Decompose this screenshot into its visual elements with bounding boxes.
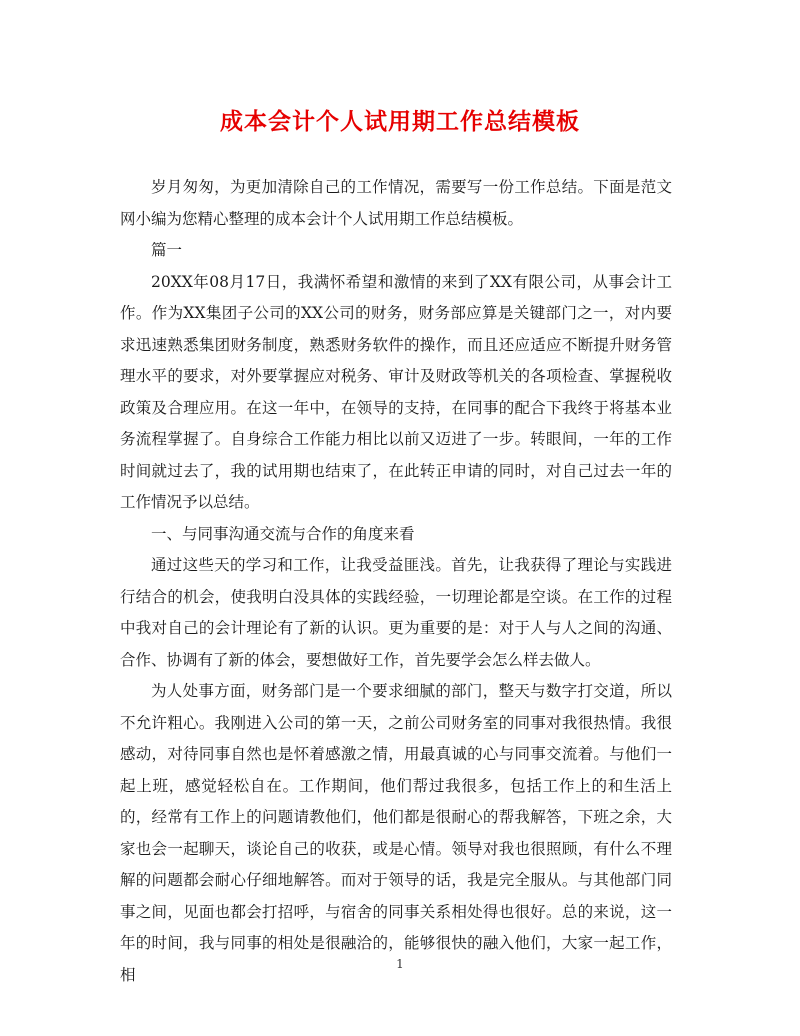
paragraph-heading-1: 一、与同事沟通交流与合作的角度来看 <box>151 524 415 543</box>
document-body <box>120 172 672 991</box>
paragraph-interpersonal: 为人处事方面，财务部门是一个要求细腻的部门，整天与数字打交道，所以不允许粗心。我刚进入公司的第一天，之前公司财务室的同事对我很热情。我很感动，对待同事自然也是怀着感激之情，用最真诚的心与同事交流着。与他们一起上班，感觉轻松自在。工作期间，他们帮过我很多，包括工作上的和生活上的，经常有工作上的问题请教他们，他们都是很耐心的帮我解答，下班之余，大家也会一起聊天，谈论自己的收获，或是心情。领导对我也很照顾，有什么不理解的问题都会耐心仔细地解答。而对于领导的话，我是完全服从。与其他部门同事之间，见面也都会打招呼，与宿舍的同事关系相处得也很好。总的来说，这一年的时间，我与同事的相处是很融洽的，能够很快的融入他们，大家一起工作，相 <box>120 682 672 984</box>
paragraph-section-label: 篇一 <box>151 241 183 259</box>
paragraph-intro: 岁月匆匆，为更加清除自己的工作情况，需要写一份工作总结。下面是范文网小编为您精心整理的成本会计个人试用期工作总结模板。 <box>120 178 672 228</box>
document-title: 成本会计个人试用期工作总结模板 <box>220 109 580 135</box>
paragraph-background: 20XX年08月17日，我满怀希望和激情的来到了XX有限公司，从事会计工作。作为XX集团子公司的XX公司的财务，财务部应算是关键部门之一，对内要求迅速熟悉集团财务制度，熟悉财务软件的操作，而且还应适应不断提升财务管理水平的要求，对外要掌握应对税务、审计及财政等机关的各项检查、掌握税收政策及合理应用。在这一年中，在领导的支持，在同事的配合下我终于将基本业务流程掌握了。自身综合工作能力相比以前又迈进了一步。转眼间，一年的工作时间就过去了，我的试用期也结束了，在此转正申请的同时，对自己过去一年的工作情况予以总结。 <box>120 272 672 511</box>
page-number: 1 <box>396 957 404 971</box>
paragraph-learning: 通过这些天的学习和工作，让我受益匪浅。首先，让我获得了理论与实践进行结合的机会，使我明白没具体的实践经验，一切理论都是空谈。在工作的过程中我对自己的会计理论有了新的认识。更为重要的是：对于人与人之间的沟通、合作、协调有了新的体会，要想做好工作，首先要学会怎么样去做人。 <box>120 556 672 669</box>
